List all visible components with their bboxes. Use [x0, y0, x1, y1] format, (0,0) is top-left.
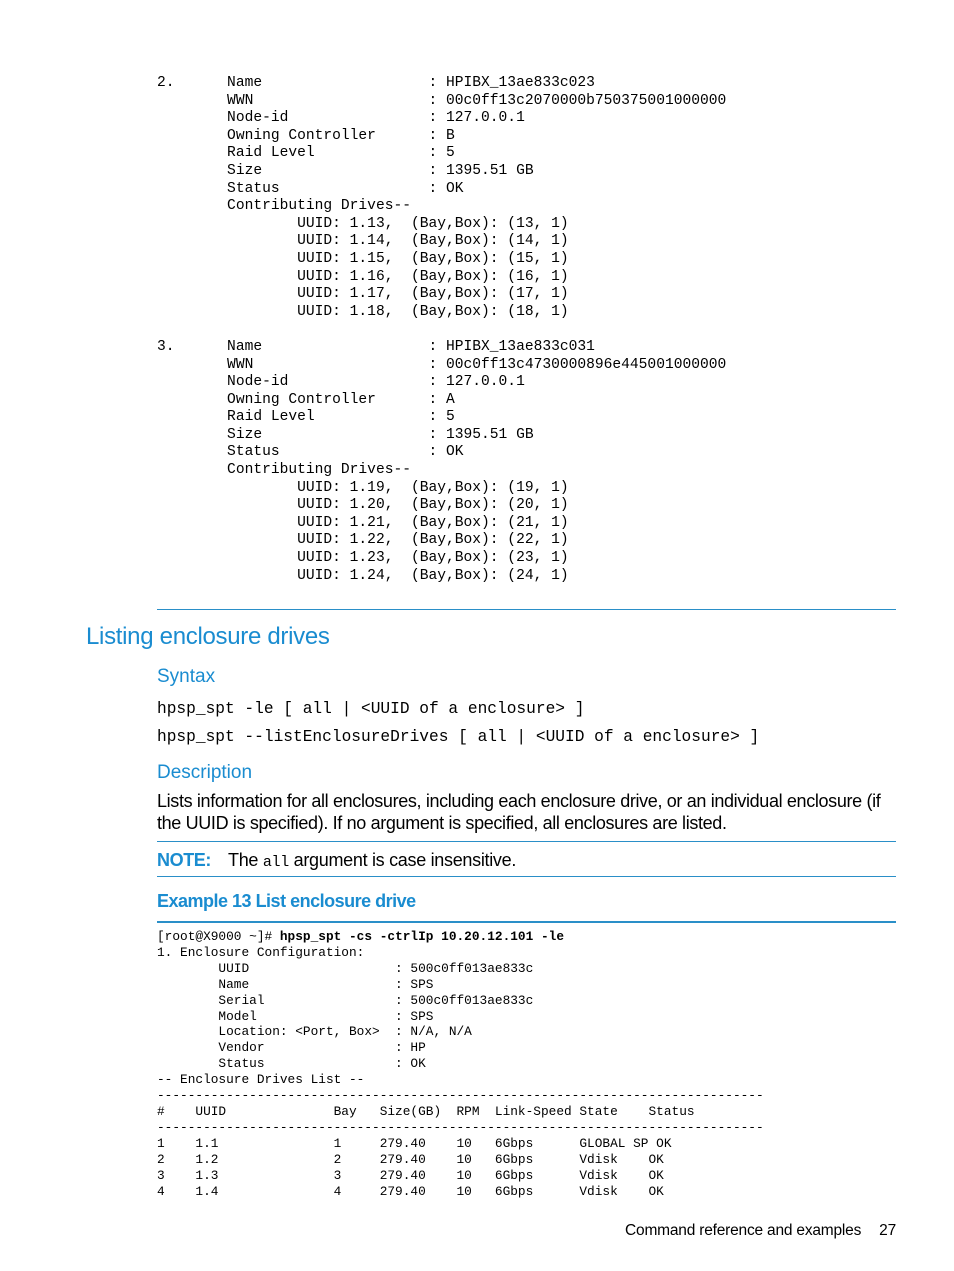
note-box: [157, 841, 896, 877]
example-output: 1. Enclosure Configuration: UUID : 500c0ff013ae833c Name : SPS Serial : 500c0ff013ae833c Model : SPS Location: <Port, Box> : N/A, N/A Vendor : HP Status : OK -- Enclosure Drives List -- ------------------------------------------------------------------------------- # UUID Bay Size(GB) RPM Link-Speed State Status ------------------------------------------------------------------------------- 1 1.1 1 279.40 10 6Gbps GLOBAL SP OK 2 1.2 2 279.40 10 6Gbps Vdisk OK 3 1.3 3 279.40 10 6Gbps Vdisk OK 4 1.4 4 279.40 10 6Gbps Vdisk OK: [157, 944, 764, 1199]
note-text-after: argument is case insensitive.: [288, 850, 517, 870]
description-text: Lists information for all enclosures, including each enclosure drive, or an individual enclosure (if the UUID is specified). If no argument is specified, all enclosures are listed.: [157, 791, 881, 833]
note-text-before: The: [228, 850, 263, 870]
footer-section-name: Command reference and examples: [625, 1222, 862, 1239]
example-title: Example 13 List enclosure drive: [157, 891, 416, 911]
example-command: hpsp_spt -cs -ctrlIp 10.20.12.101 -le: [279, 929, 565, 944]
note-text: [228, 850, 516, 871]
section-title: Listing enclosure drives: [86, 623, 330, 650]
page-footer: [625, 1222, 896, 1240]
example-listing: [157, 929, 764, 1199]
page-number: 27: [879, 1222, 896, 1239]
note-label: NOTE:: [157, 850, 211, 870]
syntax-heading: Syntax: [157, 666, 216, 687]
volume-details-listing: 2. Name : HPIBX_13ae833c023 WWN : 00c0ff13c2070000b750375001000000 Node-id : 127.0.0.1 Owning Controller : B Raid Level : 5 Size : 1395.51 GB Status : OK Contributing Drives-- UUID: 1.13, (Bay,Box): (13, 1) UUID: 1.14, (Bay,Box): (14, 1) UUID: 1.15, (Bay,Box): (15, 1) UUID: 1.16, (Bay,Box): (16, 1) UUID: 1.17, (Bay,Box): (17, 1) UUID: 1.18, (Bay,Box): (18, 1) 3. Name : HPIBX_13ae833c031 WWN : 00c0ff13c4730000896e445001000000 Node-id : 127.0.0.1 Owning Controller : A Raid Level : 5 Size : 1395.51 GB Status : OK Contributing Drives-- UUID: 1.19, (Bay,Box): (19, 1) UUID: 1.20, (Bay,Box): (20, 1) UUID: 1.21, (Bay,Box): (21, 1) UUID: 1.22, (Bay,Box): (22, 1) UUID: 1.23, (Bay,Box): (23, 1) UUID: 1.24, (Bay,Box): (24, 1): [157, 75, 727, 584]
syntax-line-short: hpsp_spt -le [ all | <UUID of a enclosure> ]: [157, 700, 585, 718]
description-heading: Description: [157, 762, 253, 783]
note-code: all: [262, 854, 289, 871]
example-divider: [157, 921, 896, 923]
example-prompt: [root@X9000 ~]#: [157, 929, 280, 944]
syntax-line-long: hpsp_spt --listEnclosureDrives [ all | <UUID of a enclosure> ]: [157, 728, 760, 746]
section-divider: [157, 609, 896, 610]
